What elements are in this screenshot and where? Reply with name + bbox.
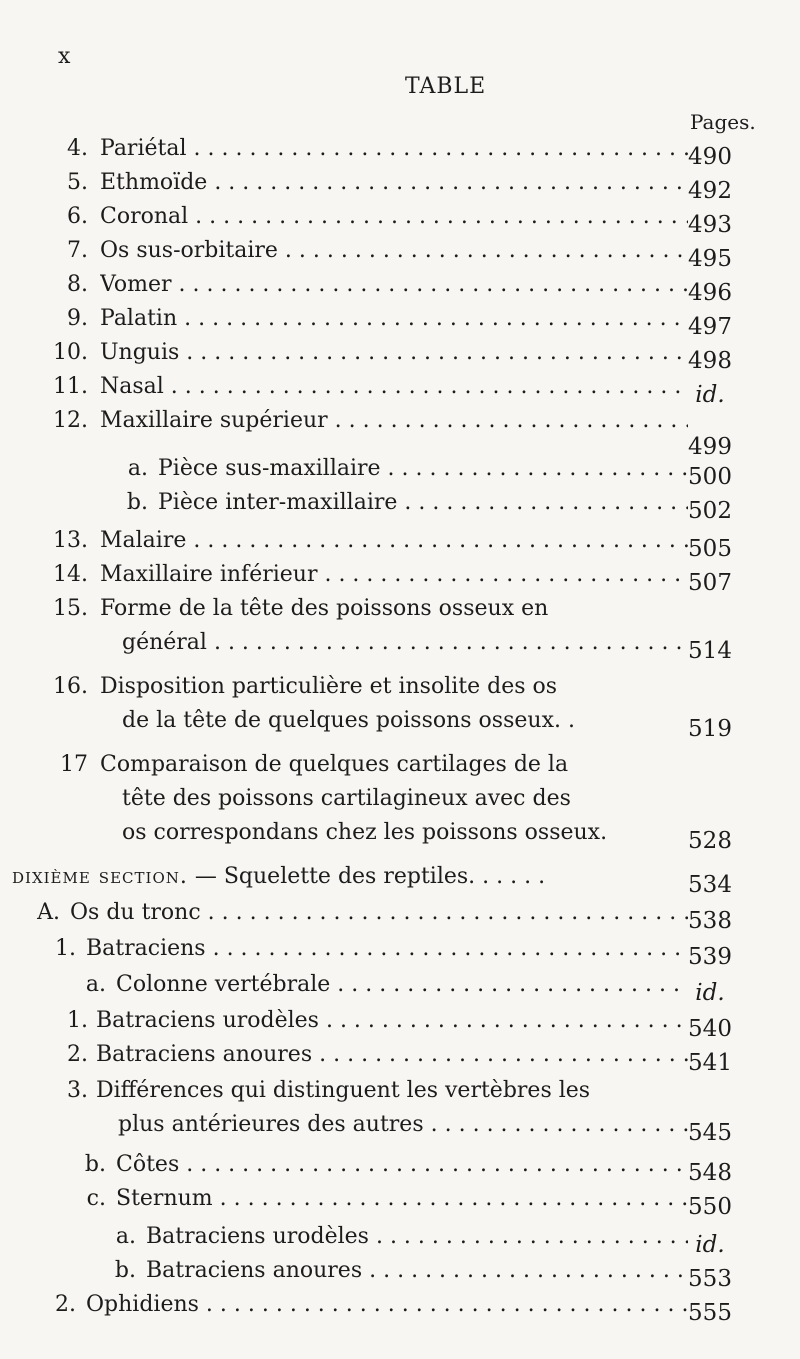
toc-entry xyxy=(0,702,800,740)
entry-label: Disposition particulière et insolite des os xyxy=(100,674,558,699)
entry-page: id. xyxy=(695,980,725,1006)
entry-page: 548 xyxy=(688,1160,732,1186)
entry-number: 3. xyxy=(67,1078,88,1103)
entry-page: 497 xyxy=(688,314,732,340)
entry-number: 17 xyxy=(60,752,88,777)
entry-number: 5. xyxy=(67,170,88,195)
entry-number: 9. xyxy=(67,306,88,331)
entry-number: 1. xyxy=(67,1008,88,1033)
entry-number: 8. xyxy=(67,272,88,297)
entry-label: Différences qui distinguent les vertèbres les xyxy=(96,1078,591,1103)
entry-label: Nasal . . . xyxy=(100,368,688,406)
toc-entry xyxy=(0,164,800,202)
toc-entry xyxy=(0,450,800,488)
entry-label: Colonne vertébrale . . . xyxy=(116,966,688,1004)
entry-label: Coronal . . . xyxy=(100,198,688,236)
entry-label: Sternum . . . xyxy=(116,1180,688,1218)
entry-label-continued: tête des poissons cartilagineux avec des xyxy=(122,786,571,811)
entry-page: 490 xyxy=(688,144,732,170)
entry-page: 505 xyxy=(688,536,732,562)
entry-number: 13. xyxy=(53,528,88,553)
entry-page: 498 xyxy=(688,348,732,374)
entry-label-continued: plus antérieures des autres . . . xyxy=(118,1106,688,1144)
section-heading xyxy=(0,858,800,896)
entry-number: 10. xyxy=(53,340,88,365)
toc-entry xyxy=(0,232,800,270)
entry-label: Maxillaire supérieur . . . xyxy=(100,402,688,440)
entry-label: Vomer . . . xyxy=(100,266,688,304)
entry-page: 550 xyxy=(688,1194,732,1220)
entry-number: b. xyxy=(126,490,148,515)
entry-number: b. xyxy=(84,1152,106,1177)
entry-page: 499 xyxy=(688,434,732,460)
entry-number: 6. xyxy=(67,204,88,229)
entry-label: Pariétal . . . xyxy=(100,130,688,168)
entry-page: 496 xyxy=(688,280,732,306)
entry-page: 538 xyxy=(688,908,732,934)
entry-label: Forme de la tête des poissons osseux en xyxy=(100,596,549,621)
entry-number: 16. xyxy=(53,674,88,699)
entry-page: 493 xyxy=(688,212,732,238)
page-number: x xyxy=(58,44,71,69)
entry-label: Comparaison de quelques cartilages de la xyxy=(100,752,569,777)
entry-page: 539 xyxy=(688,944,732,970)
entry-page: 553 xyxy=(688,1266,732,1292)
entry-number: 4. xyxy=(67,136,88,161)
toc-entry xyxy=(0,1106,800,1144)
section-title: dixième section. xyxy=(12,864,188,889)
entry-number: 14. xyxy=(53,562,88,587)
entry-label: Batraciens anoures . . . xyxy=(96,1036,688,1074)
entry-label: Côtes . . . xyxy=(116,1146,688,1184)
entry-page: 534 xyxy=(688,872,732,898)
entry-label: Malaire . . . xyxy=(100,522,688,560)
entry-label: Batraciens anoures . . . xyxy=(146,1252,688,1290)
toc-entry xyxy=(0,1180,800,1218)
toc-entry xyxy=(0,334,800,372)
entry-page: 495 xyxy=(688,246,732,272)
toc-entry xyxy=(0,198,800,236)
toc-entry xyxy=(0,402,800,460)
toc-entry xyxy=(0,1146,800,1184)
section-subtitle: — Squelette des reptiles. . . . . . xyxy=(187,864,546,889)
entry-label: Ophidiens . . . xyxy=(86,1286,688,1324)
toc-entry xyxy=(0,930,800,968)
entry-page: 528 xyxy=(688,828,732,854)
entry-page: 502 xyxy=(688,498,732,524)
entry-number: a. xyxy=(115,1224,136,1249)
toc-entry xyxy=(0,266,800,304)
toc-entry xyxy=(0,556,800,594)
toc-entry xyxy=(0,894,800,932)
entry-label-continued: général . . . xyxy=(122,624,688,662)
entry-label: Batraciens . . . xyxy=(86,930,688,968)
entry-number: A. xyxy=(37,900,60,925)
entry-number: a. xyxy=(85,972,106,997)
entry-number: a. xyxy=(127,456,148,481)
toc-entry xyxy=(0,522,800,560)
entry-label: Maxillaire inférieur . . . xyxy=(100,556,688,594)
entry-label: Ethmoïde . . . xyxy=(100,164,688,202)
toc-entry xyxy=(0,1286,800,1324)
entry-number: 1. xyxy=(55,936,76,961)
entry-page: 555 xyxy=(688,1300,732,1326)
entry-label: Pièce sus-maxillaire . . . xyxy=(158,450,688,488)
pages-column-label: Pages. xyxy=(690,110,756,134)
entry-number: 7. xyxy=(67,238,88,263)
entry-page: id. xyxy=(695,1232,725,1258)
entry-label: Unguis . . . xyxy=(100,334,688,372)
toc-entry xyxy=(0,624,800,662)
toc-entry xyxy=(0,966,800,1004)
entry-label: Pièce inter-maxillaire . . . xyxy=(158,484,688,522)
entry-number: 15. xyxy=(53,596,88,621)
toc-entry xyxy=(0,1218,800,1256)
entry-page: 514 xyxy=(688,638,732,664)
entry-label: Batraciens urodèles . . . xyxy=(146,1218,688,1256)
toc-entry xyxy=(0,130,800,168)
entry-number: b. xyxy=(114,1258,136,1283)
entry-page: 540 xyxy=(688,1016,732,1042)
entry-label: Batraciens urodèles . . . xyxy=(96,1002,688,1040)
entry-label: Palatin . . . xyxy=(100,300,688,338)
entry-number: 2. xyxy=(67,1042,88,1067)
entry-label-continued: os correspondans chez les poissons osseux. xyxy=(122,820,608,845)
entry-page: id. xyxy=(695,382,725,408)
entry-label: Os du tronc . . . xyxy=(70,894,688,932)
entry-page: 507 xyxy=(688,570,732,596)
toc-entry xyxy=(0,1252,800,1290)
toc-entry xyxy=(0,1002,800,1040)
toc-entry xyxy=(0,814,800,852)
toc-entry xyxy=(0,300,800,338)
entry-page: 500 xyxy=(688,464,732,490)
entry-number: 2. xyxy=(55,1292,76,1317)
entry-page: 519 xyxy=(688,716,732,742)
entry-number: 12. xyxy=(53,408,88,433)
entry-label-continued: de la tête de quelques poissons osseux. . xyxy=(122,708,575,733)
entry-number: 11. xyxy=(53,374,88,399)
entry-page: 541 xyxy=(688,1050,732,1076)
toc-entry xyxy=(0,1036,800,1074)
entry-label: Os sus-orbitaire . . . xyxy=(100,232,688,270)
entry-page: 492 xyxy=(688,178,732,204)
entry-number: c. xyxy=(86,1186,106,1211)
toc-entry xyxy=(0,368,800,406)
toc-entry xyxy=(0,484,800,522)
running-title: TABLE xyxy=(405,74,487,99)
entry-page: 545 xyxy=(688,1120,732,1146)
